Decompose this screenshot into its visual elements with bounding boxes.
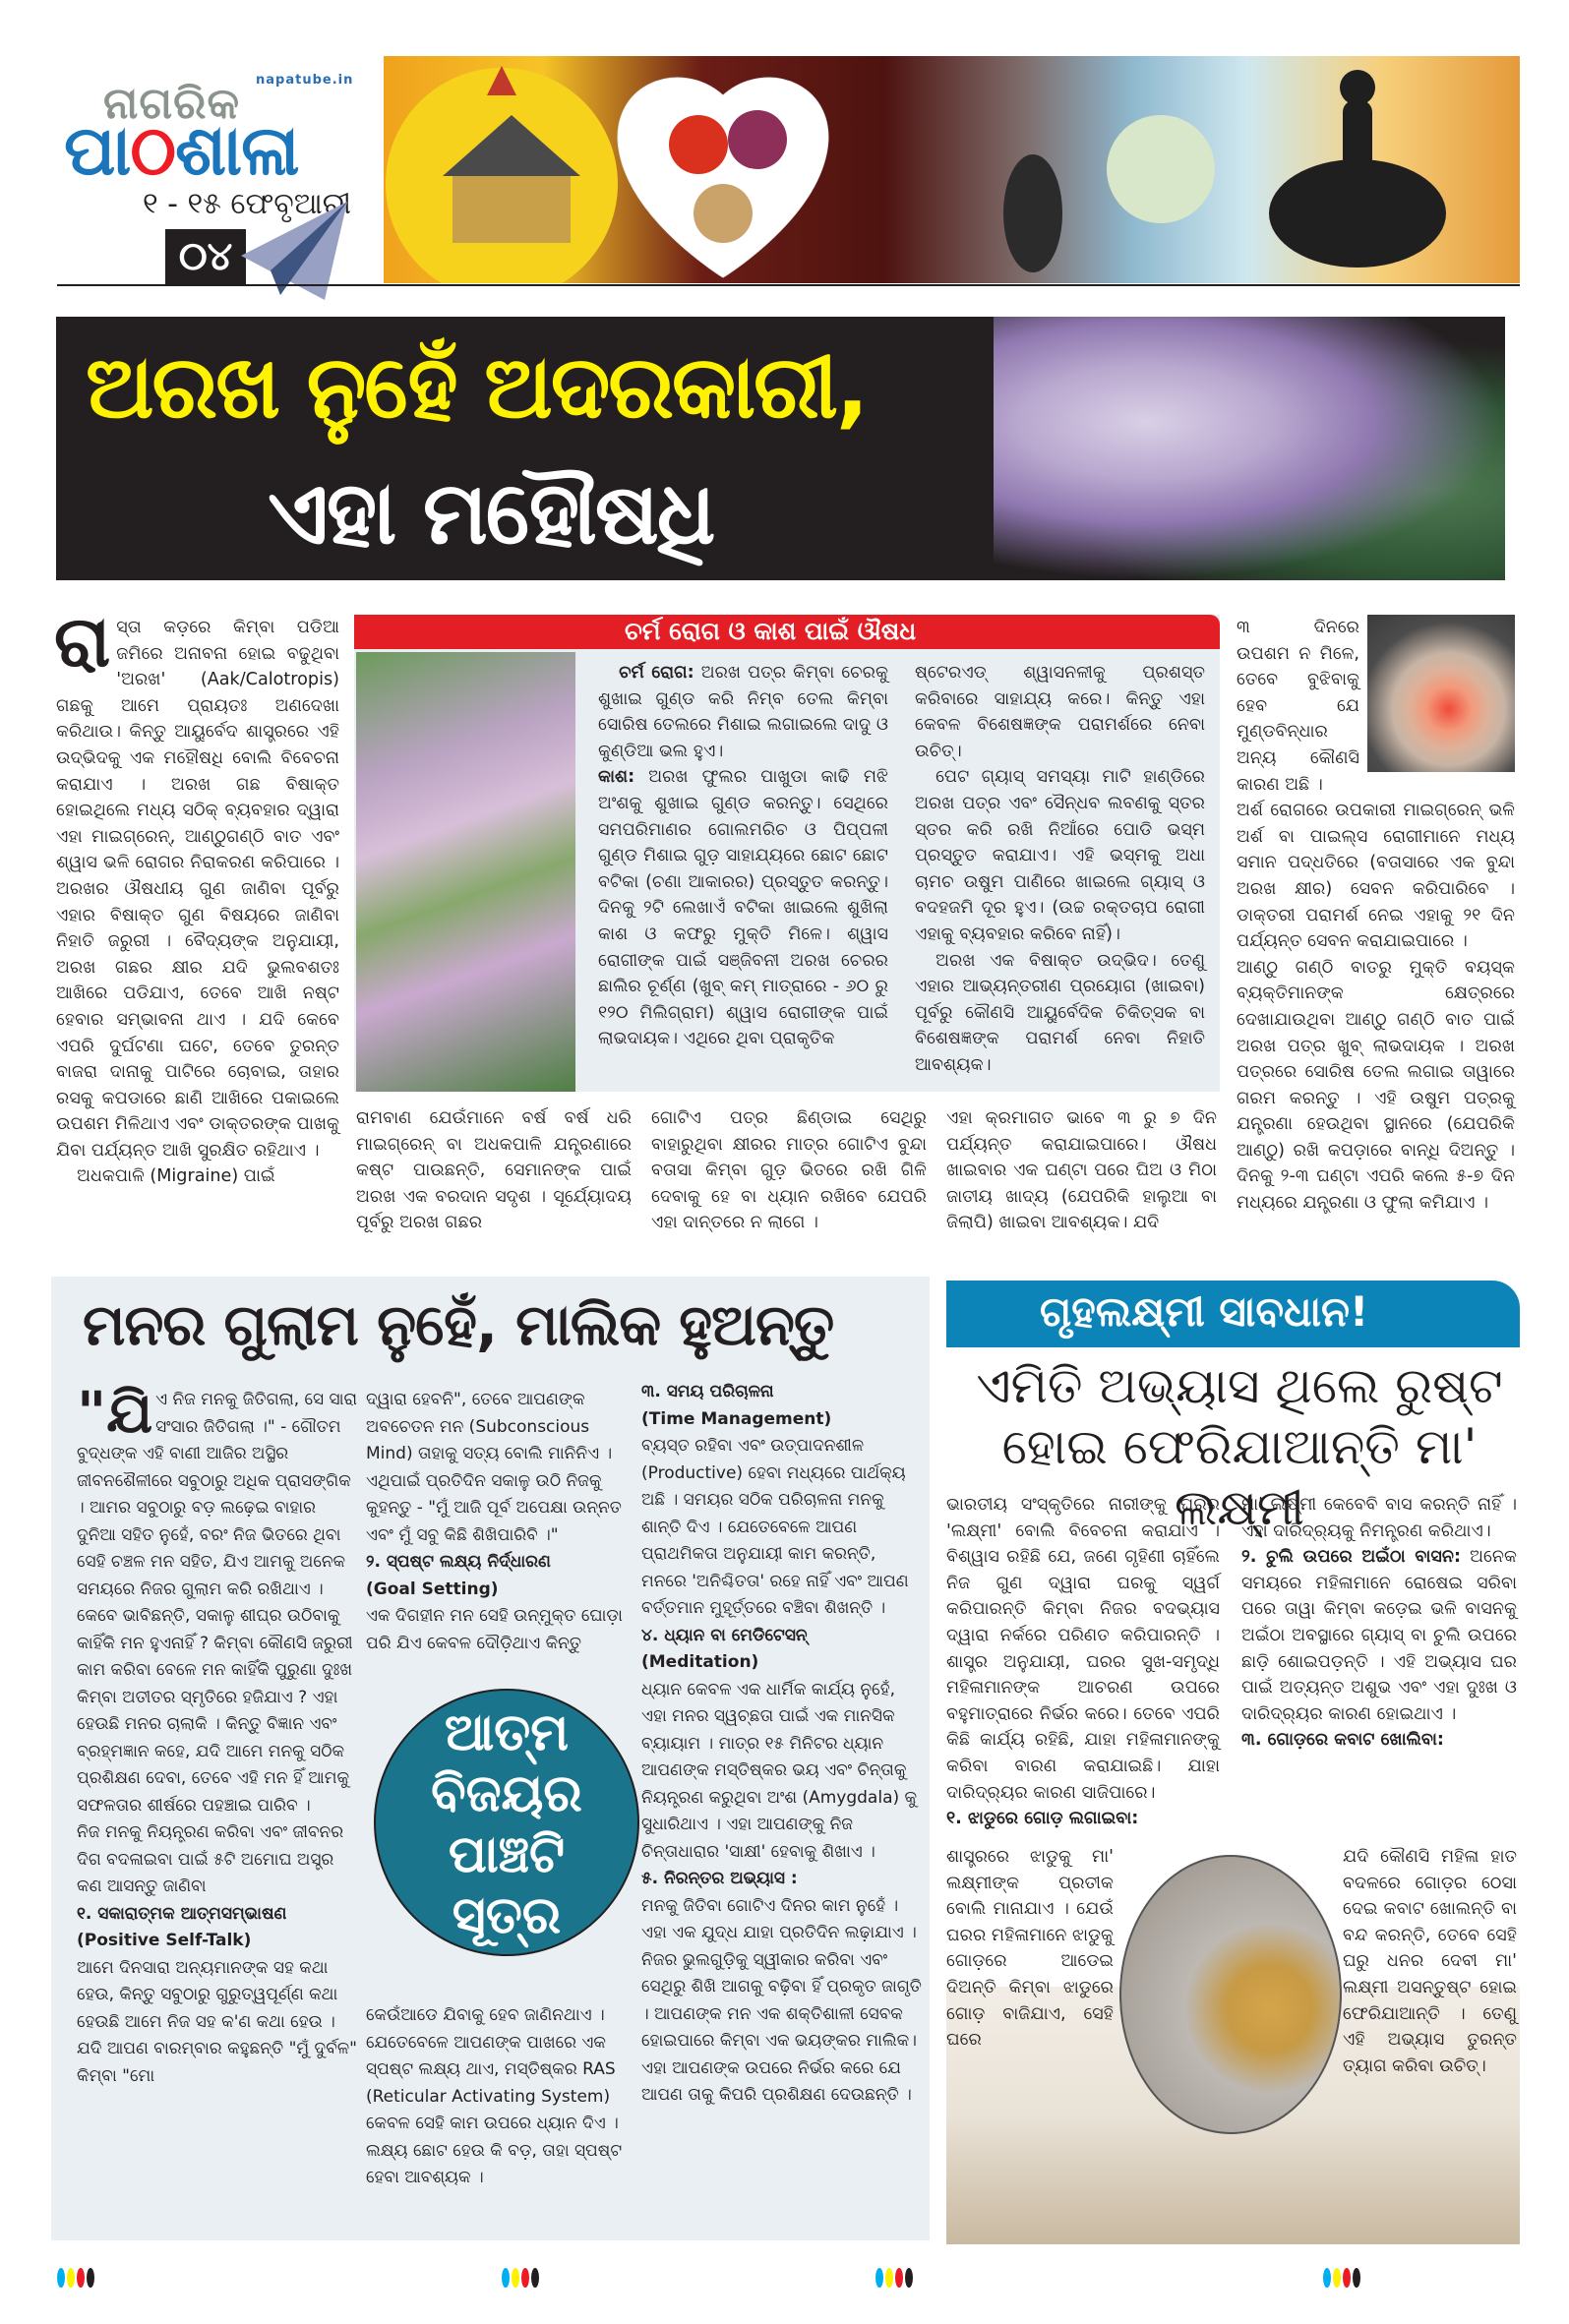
paragraph: ଅରଖ ଏକ ବିଷାକ୍ତ ଉଦ୍ଭିଦ। ତେଣୁ ଏହାର ଆଭ୍ୟନ୍ତରୀଣ ପ୍ରୟୋଗ (ଖାଇବା) ପୂର୍ବରୁ କୌଣସି ଆୟୁର୍ବେଦିକ ଚିକିତ୍ସକ ବା ବିଶେଷଜ୍ଞଙ୍କ ପରାମର୍ଶ ନେବା ନିହାତି ଆବଶ୍ୟକ। [915,950,1205,1075]
article3-column2-continued: ଯଦି କୌଣସି ମହିଳା ହାତ ବଦଳରେ ଗୋଡ଼ର ଠେସା ଦେଇ କବାଟ ଖୋଲନ୍ତି ବା ବନ୍ଦ କରନ୍ତି, ତେବେ ସେହି ଘରୁ ଧନର ଦେବୀ ମା' ଲକ୍ଷ୍ମୀ ଅସନ୍ତୁଷ୍ଟ ହୋଇ ଫେରିଯାଆନ୍ତି । ତେଣୁ ଏହି ଅଭ୍ୟାସ ତୁରନ୍ତ ତ୍ୟାଗ କରିବା ଉଚିତ୍। [1343,1847,1517,2076]
point-title: ୨. ସ୍ପଷ୍ଟ ଲକ୍ଷ୍ୟ ନିର୍ଦ୍ଧାରଣ [366,1552,551,1572]
page-number: ୦୪ [165,229,246,285]
article1-column1 [54,600,339,1190]
logo-part: ଶାଳା [175,110,299,191]
paragraph: କେବେ ଭାବିଛନ୍ତି, ସକାଳୁ ଶୀଘ୍ର ଉଠିବାକୁ କାହିଁକି ମନ ହୁଏନାହିଁ ? କିମ୍ବା କୌଣସି ଜରୁରୀ କାମ କରିବା ବେଳେ ମନ କାହିଁକି ପୁରୁଣା ଦୁଃଖ କିମ୍ବା ଅତୀତର ସ୍ମୃତିରେ ହଜିଯାଏ ? ଏହା ହେଉଛି ମନର ଚାଲାକି । କିନ୍ତୁ ବିଜ୍ଞାନ ଏବଂ ବ୍ରହ୍ମଜ୍ଞାନ କହେ, ଯଦି ଆମେ ମନକୁ ସଠିକ ପ୍ରଶିକ୍ଷଣ ଦେବା, ତେବେ ଏହି ମନ ହିଁ ଆମକୁ ସଫଳତାର ଶୀର୍ଷରେ ପହଞ୍ଚାଇ ପାରିବ । [77,1606,353,1816]
article3-title: ଏମିତି ଅଭ୍ୟାସ ଥିଲେ ରୁଷ୍ଟ ହୋଇ ଫେରିଯାଆନ୍ତି ମା' ଲକ୍ଷ୍ମୀ [976,1357,1503,1536]
point-title: ୫. ନିରନ୍ତର ଅଭ୍ୟାସ : [641,1869,798,1888]
registration-dot [521,2268,529,2288]
health-banner-image [384,56,1520,283]
paragraph [598,764,888,1052]
broom-and-feet-image [1119,1855,1342,2134]
registration-dot [512,2268,519,2288]
sidebar-header [354,615,1220,649]
paragraph: ଏ ନିଜ ମନକୁ ଜିତିଗଲା, ସେ ସାରା ସଂସାର ଜିତିଗଲା ।" - ଗୌତମ ବୁଦ୍ଧଙ୍କ ଏହି ବାଣୀ ଆଜିର ଅସ୍ଥିର ଜୀବନଶୈଳୀରେ ସବୁଠାରୁ ଅଧିକ ପ୍ରାସଙ୍ଗିକ । ଆମର ସବୁଠାରୁ ବଡ଼ ଲଢ଼େଇ ବାହାର ଦୁନିଆ ସହିତ ନୁହେଁ, ବରଂ ନିଜ ଭିତରେ ଥିବା ସେହି ଚଞ୍ଚଳ ମନ ସହିତ, ଯିଏ ଆମକୁ ଅନେକ ସମୟରେ ନିଜର ଗୁଲାମ କରି ରଖିଥାଏ । [77,1390,358,1599]
headline-banner [56,317,1505,580]
paragraph: ଭାରତୀୟ ସଂସ୍କୃତିରେ ନାରୀଙ୍କୁ ଘରର 'ଲକ୍ଷ୍ମୀ' ବୋଲି ବିବେଚନା କରାଯାଏ । ବିଶ୍ୱାସ ରହିଛି ଯେ, ଜଣେ ଗୃହିଣୀ ଚାହିଁଲେ ନିଜ ଗୁଣ ଦ୍ୱାରା ଘରକୁ ସ୍ୱର୍ଗ କରିପାରନ୍ତି କିମ୍ବା ନିଜର ବଦଭ୍ୟାସ ଦ୍ୱାରା ନର୍କରେ ପରିଣତ କରିପାରନ୍ତି । ଶାସ୍ତ୍ର ଅନୁଯାୟୀ, ଘରର ସୁଖ-ସମୃଦ୍ଧି ମହିଳାମାନଙ୍କ ଆଚରଣ ଉପରେ ବହୁମାତ୍ରାରେ ନିର୍ଭର କରେ। ତେବେ ଏପରି କିଛି କାର୍ଯ୍ୟ ରହିଛି, ଯାହା ମହିଳାମାନଙ୍କୁ କରିବା ବାରଣ କରାଯାଇଛି। ଯାହା ଦାରିଦ୍ର୍ୟର କାରଣ ସାଜିପାରେ। [946,1495,1220,1803]
article3-column1 [946,1492,1220,1832]
paragraph: ୩ ଦିନରେ ଉପଶମ ନ ମିଳେ, ତେବେ ବୁଝିବାକୁ ହେବ ଯେ ମୁଣ୍ଡବିନ୍ଧାର ଅନ୍ୟ କୌଣସି କାରଣ ଅଛି । [1237,618,1359,795]
paragraph: ଅଧକପାଳି (Migraine) ପାଇଁ [77,1166,275,1187]
badge-line: ପାଞ୍ଚଟି [448,1825,566,1884]
point-subtitle: (Meditation) [641,1652,759,1672]
remedy-sidebar-box [354,615,1220,1092]
registration-dot [1323,2268,1331,2288]
registration-dot [77,2268,85,2288]
article1-bottom-column3: ଏହା କ୍ରମାଗତ ଭାବେ ୩ ରୁ ୭ ଦିନ ପର୍ଯ୍ୟନ୍ତ କରାଯାଇପାରେ। ଔଷଧ ଖାଇବାର ଏକ ଘଣ୍ଟା ପରେ ଘିଅ ଓ ମିଠା ଜାତୀୟ ଖାଦ୍ୟ (ଯେପରିକି ହାଲୁଆ ବା ଜିଲାପି) ଖାଇବା ଆବଶ୍ୟକ। ଯଦି [946,1108,1217,1233]
paragraph: ନିଜ ମନକୁ ନିୟନ୍ତ୍ରଣ କରିବା ଏବଂ ଜୀବନର ଦିଗ ବଦଳାଇବା ପାଇଁ ୫ଟି ଅମୋଘ ଅସ୍ତ୍ର କଣ ଆସନ୍ତୁ ଜାଣିବା [77,1822,344,1896]
calotropis-flower-image [356,652,575,1092]
badge-line: ବିଜୟର [431,1764,582,1823]
paragraph: ଧ୍ୟାନ କେବଳ ଏକ ଧାର୍ମିକ କାର୍ଯ୍ୟ ନୁହେଁ, ଏହା ମନର ସ୍ୱଚ୍ଛତା ପାଇଁ ଏକ ମାନସିକ ବ୍ୟାୟାମ । ମାତ୍ର ୧୫ ମିନିଟର ଧ୍ୟାନ ଆପଣଙ୍କ ମସ୍ତିଷ୍କର ଭୟ ଏବଂ ଚିନ୍ତାକୁ ନିୟନ୍ତ୍ରଣ କରୁଥିବା ଅଂଶ (Amygdala) କୁ ସୁଧାରିଥାଏ । ଏହା ଆପଣଙ୍କୁ ନିଜ ଚିନ୍ତାଧାରାର 'ସାକ୍ଷୀ' ହେବାକୁ ଶିଖାଏ । [641,1679,918,1862]
registration-dot [875,2268,883,2288]
headline-line1: ଅରଖ ନୁହେଁ ଅଦରକାରୀ, [86,336,868,438]
paragraph: ଆମେ ଦିନସାରା ଅନ୍ୟମାନଙ୍କ ସହ କଥା ହେଉ, କିନ୍ତୁ ସବୁଠାରୁ ଗୁରୁତ୍ୱପୂର୍ଣ୍ଣ କଥା ହେଉଛି ଆମେ ନିଜ ସହ କ'ଣ କଥା ହେଉ । ଯଦି ଆପଣ ବାରମ୍ବାର କହୁଛନ୍ତି "ମୁଁ ଦୁର୍ବଳ" କିମ୍ବା "ମୋ [77,1957,357,2086]
registration-dot [885,2268,893,2288]
sidebar-title: ଚର୍ମ ରୋଗ ଓ କାଶ ପାଇଁ ଔଷଧ [625,617,917,645]
sidebar-column1 [598,660,888,1052]
point-title: ୩. ଗୋଡ଼ରେ କବାଟ ଖୋଲିବା: [1241,1730,1444,1751]
registration-mark [502,2268,539,2288]
paragraph [1241,1727,1517,1754]
registration-dot [531,2268,539,2288]
registration-mark [1323,2268,1360,2288]
registration-dot [502,2268,510,2288]
article2-column1 [77,1379,358,2090]
point-title: ୪. ଧ୍ୟାନ ବା ମେଡିଟେସନ୍ [641,1625,808,1645]
badge-line: ଆତ୍ମ [444,1703,570,1762]
drop-cap: "ଯି [77,1379,153,1446]
sidebar-column2 [915,660,1205,1079]
paragraph-text: ଅରଖ ପତ୍ର କିମ୍ବା ଚେରକୁ ଶୁଖାଇ ଗୁଣ୍ଡ କରି ନିମ୍ବ ତେଲ କିମ୍ବା ସୋରିଷ ତେଲରେ ମିଶାଇ ଲଗାଇଲେ ଦାଦୁ ଓ କୁଣ୍ଡିଆ ଭଲ ହୁଏ। [598,663,888,761]
article1-bottom-column2: ଗୋଟିଏ ପତ୍ର ଛିଣ୍ଡାଇ ସେଥିରୁ ବାହାରୁଥିବା କ୍ଷୀରର ମାତ୍ର ଗୋଟିଏ ବୁନ୍ଦା ବତାସା କିମ୍ବା ଗୁଡ଼ ଭିତରେ ରଖି ଗିଳି ଦେବାକୁ ହେ ବା ଧ୍ୟାନ ରଖିବେ ଯେପରି ଏହା ଦାନ୍ତରେ ନ ଲାଗେ । [651,1108,927,1233]
registration-dot [895,2268,903,2288]
registration-dot [905,2268,913,2288]
globe-icon [1107,115,1215,223]
paragraph: ଦ୍ୱାରା ହେବନି", ତେବେ ଆପଣଙ୍କ ଅବଚେତନ ମନ (Subconscious Mind) ତାହାକୁ ସତ୍ୟ ବୋଲି ମାନିନିଏ ।ଏଥିପାଇଁ ପ୍ରତିଦିନ ସକାଳୁ ଉଠି ନିଜକୁ କୁହନ୍ତୁ - "ମୁଁ ଆଜି ପୂର୍ବ ଅପେକ୍ଷା ଉନ୍ନତ ଏବଂ ମୁଁ ସବୁ କିଛି ଶିଖିପାରିବି ।" [366,1390,622,1545]
registration-dot [1353,2268,1360,2288]
logo-main-word [64,110,299,191]
subhead: କାଶ: [598,767,635,788]
article3-kicker-bar [946,1281,1520,1347]
registration-mark [57,2268,94,2288]
calotropis-flowers-image [994,317,1505,580]
paragraph: ଆଣ୍ଠୁ ଗଣ୍ଠି ବାତରୁ ମୁକ୍ତି ବୟସ୍କ ବ୍ୟକ୍ତିମାନଙ୍କ କ୍ଷେତ୍ରରେ ଦେଖାଯାଉଥିବା ଆଣ୍ଠୁ ଗଣ୍ଠି ବାତ ପାଇଁ ଅରଖ ପତ୍ର ଖୁବ୍ ଲାଭଦାୟକ । ଅରଖ ପତ୍ରରେ ସୋରିଷ ତେଲ ଲଗାଇ ତାୱାରେ ଗରମ କରନ୍ତୁ । ଏହି ଉଷୁମ ପତ୍ରକୁ ଯନ୍ତ୍ରଣା ହେଉଥିବା ସ୍ଥାନରେ (ଯେପରିକି ଆଣ୍ଠୁ) ରଖି କପଡ଼ାରେ ବାନ୍ଧି ଦିଅନ୍ତୁ । ଦିନକୁ ୨-୩ ଘଣ୍ଟା ଏପରି କଲେ ୫-୭ ଦିନ ମଧ୍ୟରେ ଯନ୍ତ୍ରଣା ଓ ଫୁଲା କମିଯାଏ । [1237,957,1515,1214]
banner-collage-icon [384,56,1520,283]
paragraph [1241,1544,1517,1727]
yoga-silhouette-icon [1003,154,1062,272]
logo-part: ପା [64,110,131,191]
point-subtitle: (Positive Self-Talk) [77,1931,252,1950]
point-subtitle: (Time Management) [641,1408,832,1429]
site-url-link[interactable]: napatube.in [256,73,354,88]
point-title: ୧. ଝାଡୁରେ ଗୋଡ଼ ଲଗାଇବା: [946,1809,1139,1829]
subhead: ଚର୍ମ ରୋଗ: [619,663,694,683]
point-title: ୨. ଚୁଲି ଉପରେ ଅଇଁଠା ବାସନ: [1241,1547,1461,1568]
registration-dot [67,2268,75,2288]
drop-cap: ରା [54,600,111,683]
point-title: ୧. ସକାରାତ୍ମକ ଆତ୍ମସମ୍ଭାଷଣ [77,1903,287,1924]
registration-dot [1343,2268,1351,2288]
article1-bottom-column1: ରାମବାଣ ଯେଉଁମାନେ ବର୍ଷ ବର୍ଷ ଧରି ମାଇଗ୍ରେନ୍ ବା ଅଧକପାଳି ଯନ୍ତ୍ରଣାରେ କଷ୍ଟ ପାଉଛନ୍ତି, ସେମାନଙ୍କ ପାଇଁ ଅରଖ ଏକ ବରଦାନ ସଦୃଶ । ସୂର୍ଯ୍ୟୋଦୟ ପୂର୍ବରୁ ଅରଖ ଗଛର [356,1108,632,1233]
paragraph: ଷ୍ଟେରଏଡ୍ ଶ୍ୱାସନଳୀକୁ ପ୍ରଶସ୍ତ କରିବାରେ ସାହାଯ୍ୟ କରେ। କିନ୍ତୁ ଏହା କେବଳ ବିଶେଷଜ୍ଞଙ୍କ ପରାମର୍ଶରେ ନେବା ଉଚିତ୍। [915,663,1205,761]
article3-column1-continued: ଶାସ୍ତ୍ରରେ ଝାଡୁକୁ ମା' ଲକ୍ଷ୍ମୀଙ୍କ ପ୍ରତୀକ ବୋଲି ମାନାଯାଏ । ଯେଉଁ ଘରର ମହିଳାମାନେ ଝାଡୁକୁ ଗୋଡ଼ରେ ଆଡେଇ ଦିଅନ୍ତି କିମ୍ବା ଝାଡୁରେ ଗୋଡ଼ ବାଜିଯାଏ, ସେହି ଘରେ [946,1847,1114,2051]
paragraph-text: ଅରଖ ଫୁଲର ପାଖୁଡା କାଢି ମଝି ଅଂଶକୁ ଶୁଖାଇ ଗୁଣ୍ଡ କରନ୍ତୁ। ସେଥିରେ ସମପରିମାଣର ଗୋଲମରିଚ ଓ ପିପ୍ପଳୀ ଗୁଣ୍ଡ ମିଶାଇ ଗୁଡ଼ ସାହାଯ୍ୟରେ ଛୋଟ ଛୋଟ ବଟିକା (ଚଣା ଆକାରର) ପ୍ରସ୍ତୁତ କରନ୍ତୁ। ଦିନକୁ ୨ଟି ଲେଖାଏଁ ବଟିକା ଖାଇଲେ ଶୁଖିଲା କାଶ ଓ କଫରୁ ମୁକ୍ତି ମିଳେ। ଶ୍ୱାସ ରୋଗୀଙ୍କ ପାଇଁ ସଞ୍ଜିବନୀ ଅରଖ ଚେରର ଛାଲିର ଚୂର୍ଣ୍ଣ (ଖୁବ୍ କମ୍ ମାତ୍ରାରେ - ୬୦ ରୁ ୧୨୦ ମିଲିଗ୍ରାମ) ଶ୍ୱାସ ରୋଗୀଙ୍କ ପାଇଁ ଲାଭଦାୟକ। ଏଥିରେ ଥିବା ପ୍ରାକୃତିକ [598,767,888,1049]
paragraph-text: ଅନେକ ସମୟରେ ମହିଳାମାନେ ରୋଷେଇ ସରିବା ପରେ ତାୱା କିମ୍ବା କଡ଼େଇ ଭଳି ବାସନକୁ ଅଇଁଠା ଅବସ୍ଥାରେ ଗ୍ୟାସ୍ ବା ଚୁଲି ଉପରେ ଛାଡ଼ି ଶୋଇପଡ଼ନ୍ତି । ଏହି ଅଭ୍ୟାସ ଘର ପାଇଁ ଅତ୍ୟନ୍ତ ଅଶୁଭ ଏବଂ ଏହା ଦୁଃଖ ଓ ଦାରିଦ୍ର୍ୟର କାରଣ ହୋଇଥାଏ । [1241,1547,1517,1724]
registration-mark [875,2268,913,2288]
paragraph [946,1806,1220,1832]
paragraph: ପେଟ ଗ୍ୟାସ୍ ସମସ୍ୟା ମାଟି ହାଣ୍ଡିରେ ଅରଖ ପତ୍ର ଏବଂ ସୈନ୍ଧବ ଲବଣକୁ ସ୍ତର ସ୍ତର କରି ରଖି ନିଆଁରେ ପୋଡି ଭସ୍ମ ପ୍ରସ୍ତୁତ କରାଯାଏ। ଏହି ଭସ୍ମକୁ ଅଧା ଚାମଚ ଉଷୁମ ପାଣିରେ ଖାଇଲେ ଗ୍ୟାସ୍ ଓ ବଦହଜମି ଦୂର ହୁଏ। (ଉଚ୍ଚ ରକ୍ତଚାପ ରୋଗୀ ଏହାକୁ ବ୍ୟବହାର କରିବେ ନାହିଁ)। [915,767,1205,944]
article2-column2-continued: କେଉଁଆଡେ ଯିବାକୁ ହେବ ଜାଣିନଥାଏ । ଯେତେବେଳେ ଆପଣଙ୍କ ପାଖରେ ଏକ ସ୍ପଷ୍ଟ ଲକ୍ଷ୍ୟ ଥାଏ, ମସ୍ତିଷ୍କର RAS (Reticular Activating System) କେବଳ ସେହି କାମ ଉପରେ ଧ୍ୟାନ ଦିଏ । ଲକ୍ଷ୍ୟ ଛୋଟ ହେଉ କି ବଡ଼, ତାହା ସ୍ପଷ୍ଟ ହେବା ଆବଶ୍ୟକ । [366,2005,623,2187]
article3-column2 [1241,1492,1517,1754]
paragraph: ମା' ଲକ୍ଷ୍ମୀ କେବେବି ବାସ କରନ୍ତି ନାହିଁ । ଏହା ଦାରିଦ୍ର୍ୟକୁ ନିମନ୍ତ୍ରଣ କରିଥାଏ। [1241,1495,1517,1541]
logo-top-word: ନାଗରିକ [103,79,241,129]
registration-dot [87,2268,94,2288]
point-subtitle: (Goal Setting) [366,1579,499,1599]
heart-icon [618,78,828,277]
issue-date: ୧ - ୧୫ ଫେବୃଆରୀ [143,187,352,221]
article1-right-column [1237,615,1515,1217]
registration-dot [1333,2268,1341,2288]
paragraph: ବ୍ୟସ୍ତ ରହିବା ଏବଂ ଉତ୍ପାଦନଶୀଳ (Productive) ହେବା ମଧ୍ୟରେ ପାର୍ଥକ୍ୟ ଅଛି । ସମୟର ସଠିକ ପରିଚାଳନା ମନକୁ ଶାନ୍ତି ଦିଏ । ଯେତେବେଳେ ଆପଣ ପ୍ରାଥମିକତା ଅନୁଯାୟୀ କାମ କରନ୍ତି, ମନରେ 'ଅନିଶ୍ଚିତତା' ରହେ ନାହିଁ ଏବଂ ଆପଣ ବର୍ତ୍ତମାନ ମୁହୂର୍ତ୍ତରେ ବଞ୍ଚିବା ଶିଖନ୍ତି । [641,1436,909,1618]
logo-part-red: ଠ [130,110,176,191]
paragraph: ସ୍ତା କଡ଼ରେ କିମ୍ବା ପଡିଆ ଜମିରେ ଅନାବନା ହୋଇ ବଢୁଥିବା 'ଅରଖ' (Aak/Calotropis) ଗଛକୁ ଆମେ ପ୍ରାୟତଃ ଅଣଦେଖା କରିଥାଉ। କିନ୍ତୁ ଆୟୁର୍ବେଦ ଶାସ୍ତ୍ରରେ ଏହି ଉଦ୍ଭିଦକୁ ଏକ ମହୌଷଧି ବୋଲି ବିବେଚନା କରାଯାଏ । ଅରଖ ଗଛ ବିଷାକ୍ତ ହୋଇଥିଲେ ମଧ୍ୟ ସଠିକ୍ ବ୍ୟବହାର ଦ୍ୱାରା ଏହା ମାଇଗ୍ରେନ୍, ଆଣ୍ଠୁଗଣ୍ଠି ବାତ ଏବଂ ଶ୍ୱାସ ଭଳି ରୋଗର ନିରାକରଣ କରିପାରେ । ଅରଖର ଔଷଧୀୟ ଗୁଣ ଜାଣିବା ପୂର୍ବରୁ ଏହାର ବିଷାକ୍ତ ଗୁଣ ବିଷୟରେ ଜାଣିବା ନିହାତି ଜରୁରୀ । ବୈଦ୍ୟଙ୍କ ଅନୁଯାୟୀ, ଅରଖ ଗଛର କ୍ଷୀର ଯଦି ଭୁଲବଶତଃ ଆଖିରେ ପଡିଯାଏ, ତେବେ ଆଖି ନଷ୍ଟ ହେବାର ସମ୍ଭାବନା ଥାଏ । ଯଦି କେବେ ଏପରି ଦୁର୍ଘଟଣା ଘଟେ, ତେବେ ତୁରନ୍ତ ବାଜରା ଦାନାକୁ ପାଟିରେ ଚୋବାଇ, ତାହାର ରସକୁ କପଡାରେ ଛାଣି ଆଖିରେ ପକାଇଲେ ଉପଶମ ମିଳିଥାଏ ଏବଂ ଡାକ୍ତରଙ୍କ ପାଖକୁ ଯିବା ପର୍ଯ୍ୟନ୍ତ ଆଖି ସୁରକ୍ଷିତ ରହିଥାଏ । [56,618,339,1161]
article2-column2 [366,1387,627,1657]
article2-title: ମନର ଗୁଲାମ ନୁହେଁ, ମାଲିକ ହୁଅନ୍ତୁ [83,1291,834,1358]
paragraph [598,660,888,764]
point-title: ୩. ସମୟ ପରିଚାଳନା [641,1382,774,1401]
masthead-divider [57,284,1520,286]
paragraph: ମନକୁ ଜିତିବା ଗୋଟିଏ ଦିନର କାମ ନୁହେଁ । ଏହା ଏକ ଯୁଦ୍ଧ ଯାହା ପ୍ରତିଦିନ ଲଢ଼ାଯାଏ । ନିଜର ଭୁଲଗୁଡ଼ିକୁ ସ୍ୱୀକାର କରିବା ଏବଂ ସେଥିରୁ ଶିଖି ଆଗକୁ ବଢ଼ିବା ହିଁ ପ୍ରକୃତ ଜାଗୃତି । ଆପଣଙ୍କ ମନ ଏକ ଶକ୍ତିଶାଳୀ ସେବକ ହୋଇପାରେ କିମ୍ବା ଏକ ଭୟଙ୍କର ମାଲିକ। ଏହା ଆପଣଙ୍କ ଉପରେ ନିର୍ଭର କରେ ଯେ ଆପଣ ତାକୁ କିପରି ପ୍ରଶିକ୍ଷଣ ଦେଉଛନ୍ତି । [641,1895,922,2105]
article2-column3 [641,1379,922,2110]
article3-kicker: ଗୃହଲକ୍ଷ୍ମୀ ସାବଧାନ! [1040,1287,1369,1336]
knee-pain-image [1367,615,1515,772]
paragraph: ଏକ ଦିଗହୀନ ମନ ସେହି ଉନ୍ମୁକ୍ତ ଘୋଡ଼ା ପରି ଯିଏ କେବଳ ଦୌଡ଼ିଥାଏ କିନ୍ତୁ [366,1606,623,1653]
badge-line: ସୂତ୍ର [452,1886,562,1945]
paragraph: ଅର୍ଶ ରୋଗରେ ଉପକାରୀ ମାଇଗ୍ରେନ୍ ଭଳି ଅର୍ଶ ବା ପାଇଲ୍ସ ରୋଗୀମାନେ ମଧ୍ୟ ସମାନ ପଦ୍ଧତିରେ (ବତାସାରେ ଏକ ବୁନ୍ଦା ଅରଖ କ୍ଷୀର) ସେବନ କରିପାରିବେ । ଡାକ୍ତରୀ ପରାମର୍ଶ ନେଇ ଏହାକୁ ୨୧ ଦିନ ପର୍ଯ୍ୟନ୍ତ ସେବନ କରାଯାଇପାରେ । [1237,801,1515,952]
headline-line2: ଏହା ମହୌଷଧି [268,462,714,564]
five-principles-badge [374,1689,639,1956]
registration-dot [57,2268,65,2288]
